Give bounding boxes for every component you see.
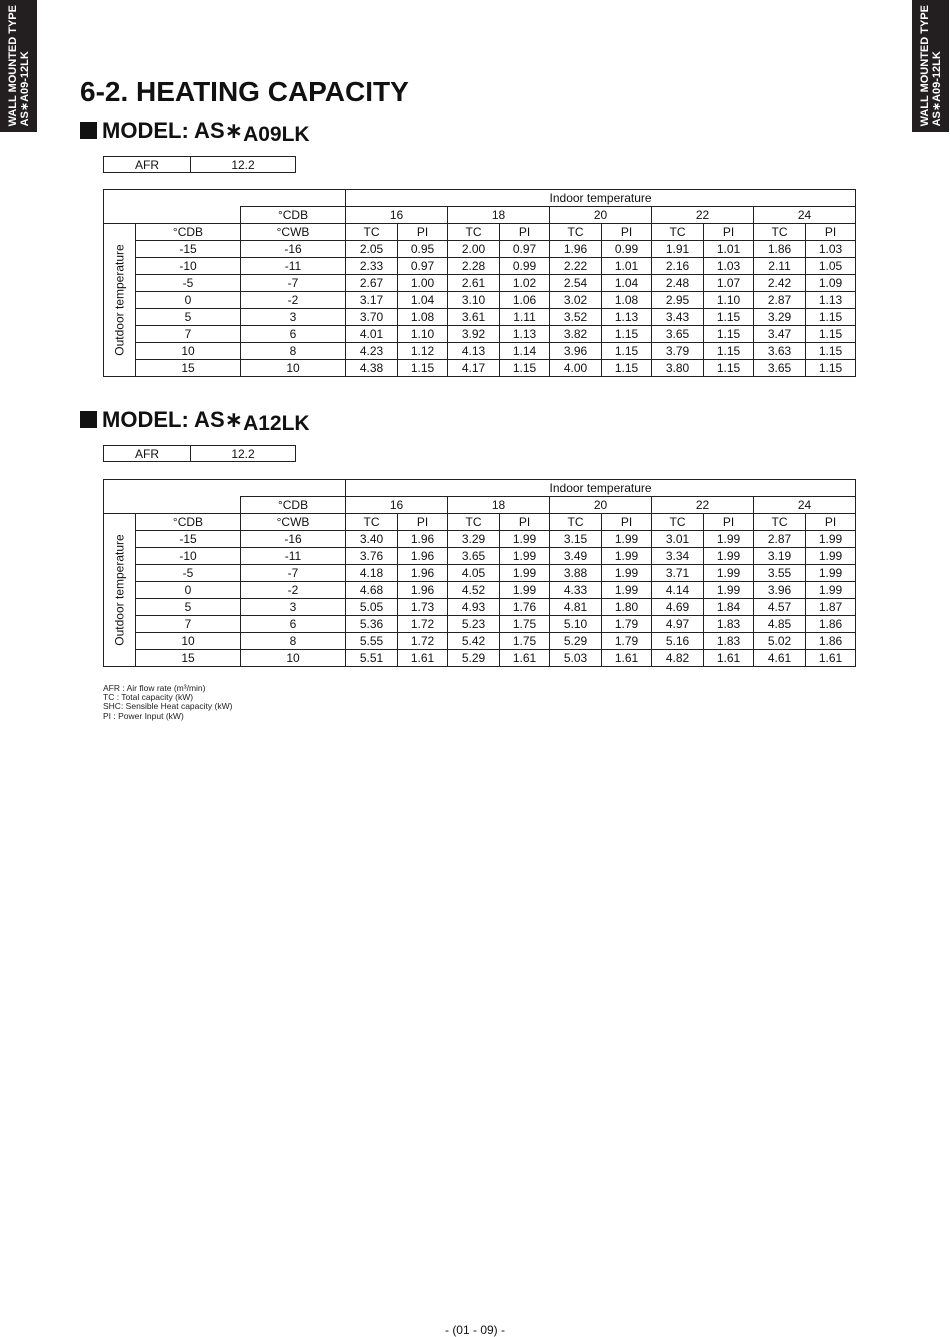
pi-cell: 1.06: [500, 292, 550, 309]
afr-label: AFR: [104, 446, 191, 462]
tc-cell: 5.10: [550, 616, 602, 633]
tc-cell: 2.16: [652, 258, 704, 275]
pi-cell: 1.15: [602, 326, 652, 343]
tc-cell: 2.95: [652, 292, 704, 309]
capacity-table: [103, 479, 856, 667]
outdoor-cdb-cell: -10: [136, 258, 241, 275]
tc-header: TC: [550, 514, 602, 531]
outdoor-cdb-cell: 0: [136, 582, 241, 599]
pi-cell: 1.03: [806, 241, 856, 258]
pi-cell: 1.73: [398, 599, 448, 616]
indoor-temp-header: 24: [754, 207, 856, 224]
outdoor-cdb-cell: 15: [136, 360, 241, 377]
pi-cell: 1.99: [806, 531, 856, 548]
tc-cell: 2.42: [754, 275, 806, 292]
pi-cell: 1.99: [500, 548, 550, 565]
outdoor-cdb-cell: 7: [136, 616, 241, 633]
pi-cell: 1.01: [704, 241, 754, 258]
table-row: [104, 258, 856, 275]
tc-cell: 2.54: [550, 275, 602, 292]
outdoor-cwb-cell: 3: [241, 309, 346, 326]
tc-cell: 3.55: [754, 565, 806, 582]
outdoor-temperature-text: Outdoor temperature: [112, 244, 126, 356]
pi-cell: 1.99: [500, 531, 550, 548]
page-title: 6-2. HEATING CAPACITY: [80, 76, 409, 107]
pi-cell: 1.07: [704, 275, 754, 292]
table-header-row: [104, 207, 856, 224]
pi-cell: 1.08: [602, 292, 652, 309]
model-heading: [80, 407, 310, 436]
table-header-row: [104, 190, 856, 207]
tc-cell: 3.10: [448, 292, 500, 309]
pi-cell: 1.13: [602, 309, 652, 326]
pi-header: PI: [704, 224, 754, 241]
tc-cell: 4.68: [346, 582, 398, 599]
tc-cell: 5.29: [550, 633, 602, 650]
pi-cell: 1.83: [704, 616, 754, 633]
pi-cell: 0.99: [500, 258, 550, 275]
table-header-row: [104, 480, 856, 497]
tc-cell: 3.65: [652, 326, 704, 343]
outdoor-cwb-cell: 6: [241, 616, 346, 633]
tc-cell: 5.16: [652, 633, 704, 650]
pi-cell: 1.72: [398, 616, 448, 633]
tc-header: TC: [652, 514, 704, 531]
tc-cell: 5.02: [754, 633, 806, 650]
pi-cell: 1.86: [806, 633, 856, 650]
pi-header: PI: [704, 514, 754, 531]
pi-cell: 1.99: [806, 565, 856, 582]
tc-cell: 4.17: [448, 360, 500, 377]
pi-header: PI: [500, 514, 550, 531]
pi-cell: 1.15: [704, 326, 754, 343]
pi-cell: 1.09: [806, 275, 856, 292]
tc-cell: 3.17: [346, 292, 398, 309]
pi-cell: 1.84: [704, 599, 754, 616]
tc-header: TC: [346, 224, 398, 241]
tc-cell: 4.93: [448, 599, 500, 616]
indoor-temp-header: 16: [346, 207, 448, 224]
outdoor-cwb-cell: 6: [241, 326, 346, 343]
table-header-row: [104, 224, 856, 241]
table-row: [104, 531, 856, 548]
table-row: [104, 616, 856, 633]
tc-cell: 3.29: [754, 309, 806, 326]
tc-cell: 3.49: [550, 548, 602, 565]
pi-cell: 1.99: [500, 565, 550, 582]
model-heading-suffix: A09LK: [243, 123, 310, 146]
pi-cell: 1.76: [500, 599, 550, 616]
blank-cell: [104, 207, 241, 224]
page-footer: - (01 - 09) -: [444, 1323, 505, 1337]
model-heading-prefix: MODEL: AS∗: [102, 407, 244, 432]
afr-value: 12.2: [191, 446, 296, 462]
tc-cell: 5.23: [448, 616, 500, 633]
table-header-row: [104, 514, 856, 531]
capacity-table: [103, 189, 856, 377]
model-heading-prefix: MODEL: AS∗: [102, 118, 244, 143]
table-row: [104, 326, 856, 343]
pi-cell: 1.61: [704, 650, 754, 667]
tc-cell: 2.00: [448, 241, 500, 258]
pi-cell: 1.99: [602, 565, 652, 582]
tc-cell: 3.65: [448, 548, 500, 565]
pi-cell: 1.13: [500, 326, 550, 343]
table-row: [104, 650, 856, 667]
tc-cell: 2.05: [346, 241, 398, 258]
tc-cell: 2.11: [754, 258, 806, 275]
pi-cell: 1.99: [602, 531, 652, 548]
tc-header: TC: [448, 514, 500, 531]
pi-cell: 1.79: [602, 633, 652, 650]
tc-cell: 4.13: [448, 343, 500, 360]
tc-cell: 3.34: [652, 548, 704, 565]
tc-cell: 3.71: [652, 565, 704, 582]
outdoor-cdb-cell: 10: [136, 633, 241, 650]
pi-cell: 1.15: [806, 343, 856, 360]
pi-cell: 1.61: [806, 650, 856, 667]
pi-header: PI: [806, 514, 856, 531]
tc-cell: 5.51: [346, 650, 398, 667]
pi-cell: 1.00: [398, 275, 448, 292]
tc-cell: 4.18: [346, 565, 398, 582]
pi-cell: 1.99: [602, 548, 652, 565]
table-row: [104, 565, 856, 582]
pi-cell: 1.15: [602, 343, 652, 360]
tc-cell: 4.00: [550, 360, 602, 377]
outdoor-cwb-cell: -16: [241, 531, 346, 548]
indoor-cdb-header: °CDB: [241, 207, 346, 224]
table-row: [104, 582, 856, 599]
outdoor-cwb-header: °CWB: [241, 514, 346, 531]
pi-cell: 1.75: [500, 616, 550, 633]
legend-line: TC : Total capacity (kW): [103, 692, 194, 703]
tc-cell: 3.96: [550, 343, 602, 360]
outdoor-cdb-cell: -5: [136, 275, 241, 292]
indoor-temperature-header: Indoor temperature: [346, 190, 856, 207]
pi-cell: 1.15: [806, 326, 856, 343]
pi-cell: 1.04: [398, 292, 448, 309]
table-row: [104, 241, 856, 258]
tc-cell: 3.61: [448, 309, 500, 326]
pi-cell: 1.15: [500, 360, 550, 377]
model-heading-suffix: A12LK: [243, 412, 310, 435]
table-row: [104, 548, 856, 565]
pi-cell: 1.83: [704, 633, 754, 650]
outdoor-cwb-cell: 10: [241, 360, 346, 377]
tc-cell: 2.61: [448, 275, 500, 292]
blank-cell: [104, 190, 346, 207]
tc-cell: 1.96: [550, 241, 602, 258]
outdoor-cwb-cell: 3: [241, 599, 346, 616]
indoor-temp-header: 20: [550, 497, 652, 514]
table-row: [104, 343, 856, 360]
outdoor-temperature-label: [104, 514, 136, 667]
pi-cell: 1.96: [398, 548, 448, 565]
pi-cell: 1.15: [806, 360, 856, 377]
afr-value: 12.2: [191, 157, 296, 173]
pi-cell: 1.87: [806, 599, 856, 616]
outdoor-cdb-cell: 7: [136, 326, 241, 343]
table-row: [104, 599, 856, 616]
outdoor-cdb-cell: -10: [136, 548, 241, 565]
pi-cell: 1.04: [602, 275, 652, 292]
legend-line: PI : Power Input (kW): [103, 710, 184, 721]
pi-cell: 1.10: [704, 292, 754, 309]
pi-cell: 0.95: [398, 241, 448, 258]
tc-cell: 4.05: [448, 565, 500, 582]
tc-cell: 4.23: [346, 343, 398, 360]
tc-cell: 3.19: [754, 548, 806, 565]
pi-cell: 0.99: [602, 241, 652, 258]
pi-cell: 1.99: [500, 582, 550, 599]
tc-cell: 3.01: [652, 531, 704, 548]
pi-cell: 0.97: [500, 241, 550, 258]
tc-cell: 4.61: [754, 650, 806, 667]
tc-cell: 5.42: [448, 633, 500, 650]
tc-cell: 2.33: [346, 258, 398, 275]
pi-cell: 1.72: [398, 633, 448, 650]
tc-cell: 3.02: [550, 292, 602, 309]
table-row: [104, 360, 856, 377]
outdoor-temperature-text: Outdoor temperature: [112, 534, 126, 646]
outdoor-cwb-cell: 8: [241, 343, 346, 360]
afr-label: AFR: [104, 157, 191, 173]
pi-cell: 1.11: [500, 309, 550, 326]
tc-cell: 3.82: [550, 326, 602, 343]
outdoor-cwb-cell: -11: [241, 258, 346, 275]
side-tab-line2: AS∗A09-12LK: [930, 51, 943, 127]
indoor-temp-header: 22: [652, 207, 754, 224]
outdoor-cdb-cell: -5: [136, 565, 241, 582]
afr-table: [103, 445, 296, 462]
pi-cell: 0.97: [398, 258, 448, 275]
indoor-temp-header: 22: [652, 497, 754, 514]
pi-cell: 1.15: [602, 360, 652, 377]
indoor-temp-header: 16: [346, 497, 448, 514]
pi-cell: 1.15: [704, 309, 754, 326]
indoor-cdb-header: °CDB: [241, 497, 346, 514]
tc-cell: 3.43: [652, 309, 704, 326]
outdoor-cdb-header: °CDB: [136, 224, 241, 241]
tc-cell: 4.01: [346, 326, 398, 343]
outdoor-cwb-cell: -7: [241, 275, 346, 292]
tc-cell: 2.22: [550, 258, 602, 275]
outdoor-cdb-cell: 5: [136, 309, 241, 326]
indoor-temp-header: 18: [448, 207, 550, 224]
table-row: [104, 309, 856, 326]
tc-cell: 2.87: [754, 292, 806, 309]
tc-cell: 3.65: [754, 360, 806, 377]
outdoor-cdb-cell: 0: [136, 292, 241, 309]
pi-cell: 1.10: [398, 326, 448, 343]
tc-cell: 3.88: [550, 565, 602, 582]
pi-header: PI: [806, 224, 856, 241]
tc-cell: 4.57: [754, 599, 806, 616]
tc-cell: 5.03: [550, 650, 602, 667]
pi-cell: 1.15: [806, 309, 856, 326]
outdoor-cwb-cell: 8: [241, 633, 346, 650]
tc-cell: 5.05: [346, 599, 398, 616]
pi-cell: 1.99: [806, 548, 856, 565]
pi-cell: 1.75: [500, 633, 550, 650]
side-tab-line2: AS∗A09-12LK: [18, 51, 31, 127]
model-heading: [80, 118, 310, 147]
blank-cell: [104, 497, 241, 514]
pi-cell: 1.08: [398, 309, 448, 326]
tc-header: TC: [754, 224, 806, 241]
tc-header: TC: [550, 224, 602, 241]
pi-cell: 1.99: [704, 548, 754, 565]
table-row: [104, 292, 856, 309]
outdoor-cdb-cell: -15: [136, 241, 241, 258]
legend-line: SHC: Sensible Heat capacity (kW): [103, 701, 233, 712]
outdoor-cwb-header: °CWB: [241, 224, 346, 241]
tc-cell: 4.97: [652, 616, 704, 633]
tc-header: TC: [346, 514, 398, 531]
tc-cell: 4.81: [550, 599, 602, 616]
pi-cell: 1.61: [602, 650, 652, 667]
pi-cell: 1.14: [500, 343, 550, 360]
table-header-row: [104, 497, 856, 514]
pi-cell: 1.15: [704, 343, 754, 360]
tc-cell: 4.82: [652, 650, 704, 667]
tc-cell: 3.92: [448, 326, 500, 343]
tc-header: TC: [448, 224, 500, 241]
outdoor-cwb-cell: -11: [241, 548, 346, 565]
outdoor-cdb-cell: 5: [136, 599, 241, 616]
tc-cell: 4.85: [754, 616, 806, 633]
side-tab-line1: WALL MOUNTED TYPE: [6, 5, 19, 127]
tc-cell: 2.28: [448, 258, 500, 275]
outdoor-cwb-cell: -7: [241, 565, 346, 582]
pi-cell: 1.03: [704, 258, 754, 275]
tc-cell: 3.63: [754, 343, 806, 360]
tc-cell: 5.36: [346, 616, 398, 633]
pi-cell: 1.96: [398, 565, 448, 582]
indoor-temp-header: 24: [754, 497, 856, 514]
pi-cell: 1.99: [806, 582, 856, 599]
afr-table: [103, 156, 296, 173]
pi-cell: 1.80: [602, 599, 652, 616]
pi-cell: 1.96: [398, 582, 448, 599]
pi-cell: 1.99: [602, 582, 652, 599]
side-tab-line1: WALL MOUNTED TYPE: [918, 5, 931, 127]
blank-cell: [104, 480, 346, 497]
pi-cell: 1.86: [806, 616, 856, 633]
tc-cell: 3.79: [652, 343, 704, 360]
pi-header: PI: [500, 224, 550, 241]
outdoor-cwb-cell: -16: [241, 241, 346, 258]
tc-cell: 4.69: [652, 599, 704, 616]
legend-line: AFR : Air flow rate (m³/min): [103, 683, 206, 693]
pi-cell: 1.01: [602, 258, 652, 275]
pi-cell: 1.13: [806, 292, 856, 309]
outdoor-cdb-cell: 15: [136, 650, 241, 667]
table-row: [104, 275, 856, 292]
side-tab-left: [0, 0, 37, 132]
legend: [103, 684, 232, 721]
outdoor-cwb-cell: -2: [241, 292, 346, 309]
outdoor-cdb-cell: 10: [136, 343, 241, 360]
tc-cell: 3.15: [550, 531, 602, 548]
tc-cell: 4.14: [652, 582, 704, 599]
pi-cell: 1.05: [806, 258, 856, 275]
pi-cell: 1.99: [704, 565, 754, 582]
pi-header: PI: [602, 514, 652, 531]
tc-cell: 2.48: [652, 275, 704, 292]
tc-cell: 3.96: [754, 582, 806, 599]
tc-cell: 2.87: [754, 531, 806, 548]
tc-cell: 1.86: [754, 241, 806, 258]
tc-cell: 4.52: [448, 582, 500, 599]
tc-cell: 3.70: [346, 309, 398, 326]
pi-cell: 1.61: [398, 650, 448, 667]
square-bullet-icon: [80, 122, 97, 139]
tc-cell: 3.52: [550, 309, 602, 326]
tc-cell: 3.29: [448, 531, 500, 548]
outdoor-cwb-cell: 10: [241, 650, 346, 667]
pi-cell: 1.61: [500, 650, 550, 667]
pi-cell: 1.79: [602, 616, 652, 633]
pi-header: PI: [398, 224, 448, 241]
tc-header: TC: [652, 224, 704, 241]
square-bullet-icon: [80, 411, 97, 428]
pi-cell: 1.02: [500, 275, 550, 292]
pi-cell: 1.12: [398, 343, 448, 360]
pi-cell: 1.15: [398, 360, 448, 377]
tc-cell: 5.55: [346, 633, 398, 650]
outdoor-cdb-cell: -15: [136, 531, 241, 548]
table-row: [104, 633, 856, 650]
tc-cell: 4.33: [550, 582, 602, 599]
tc-cell: 2.67: [346, 275, 398, 292]
pi-header: PI: [602, 224, 652, 241]
tc-cell: 4.38: [346, 360, 398, 377]
tc-cell: 3.80: [652, 360, 704, 377]
tc-header: TC: [754, 514, 806, 531]
tc-cell: 1.91: [652, 241, 704, 258]
tc-cell: 3.47: [754, 326, 806, 343]
outdoor-cwb-cell: -2: [241, 582, 346, 599]
indoor-temp-header: 20: [550, 207, 652, 224]
pi-header: PI: [398, 514, 448, 531]
pi-cell: 1.99: [704, 582, 754, 599]
side-tab-right: [912, 0, 949, 132]
pi-cell: 1.96: [398, 531, 448, 548]
outdoor-cdb-header: °CDB: [136, 514, 241, 531]
pi-cell: 1.15: [704, 360, 754, 377]
tc-cell: 3.40: [346, 531, 398, 548]
tc-cell: 3.76: [346, 548, 398, 565]
indoor-temperature-header: Indoor temperature: [346, 480, 856, 497]
pi-cell: 1.99: [704, 531, 754, 548]
outdoor-temperature-label: [104, 224, 136, 377]
tc-cell: 5.29: [448, 650, 500, 667]
indoor-temp-header: 18: [448, 497, 550, 514]
